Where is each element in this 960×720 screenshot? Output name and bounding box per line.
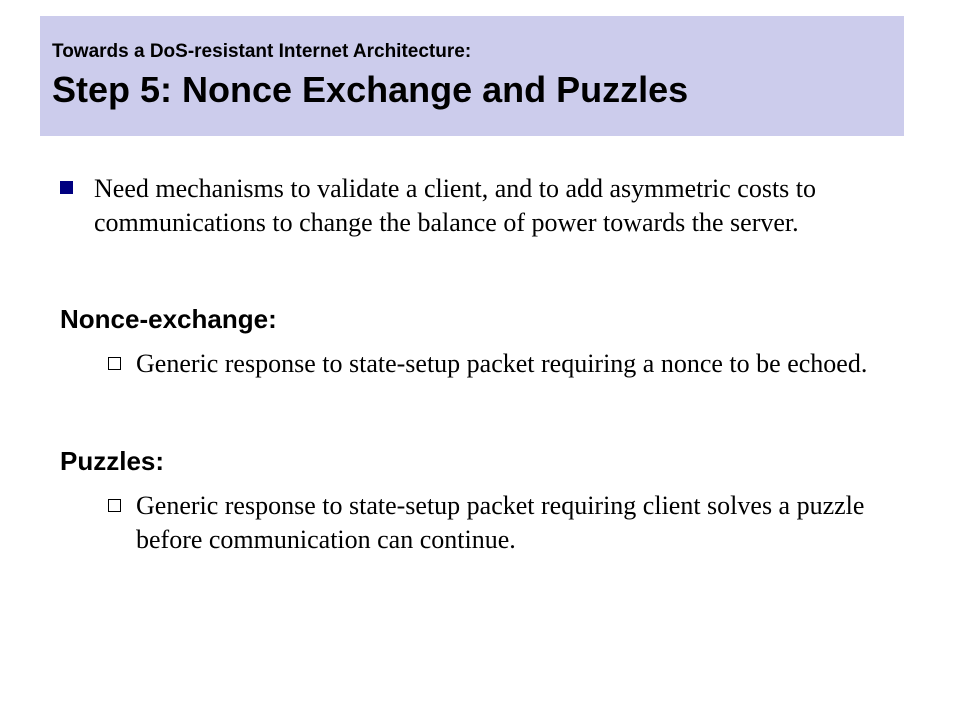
sub-item-text: Generic response to state-setup packet requiring a nonce to be echoed.	[136, 349, 868, 378]
section-heading-nonce: Nonce-exchange:	[60, 304, 277, 334]
slide-subtitle: Towards a DoS-resistant Internet Architecture:	[52, 41, 472, 62]
sub-item-puzzles	[108, 489, 898, 557]
checkbox-bullet-icon	[108, 499, 121, 512]
square-bullet-icon	[60, 181, 73, 194]
section-heading-puzzles: Puzzles:	[60, 446, 165, 476]
sub-item-text: Generic response to state-setup packet requiring client solves a puzzle before communication can continue.	[136, 491, 865, 554]
intro-text: Need mechanisms to validate a client, and to add asymmetric costs to communications to change the balance of power towards the server.	[94, 174, 817, 237]
slide-title: Step 5: Nonce Exchange and Puzzles	[52, 69, 689, 110]
intro-bullet	[60, 172, 880, 240]
sub-item-nonce	[108, 347, 898, 381]
checkbox-bullet-icon	[108, 357, 121, 370]
